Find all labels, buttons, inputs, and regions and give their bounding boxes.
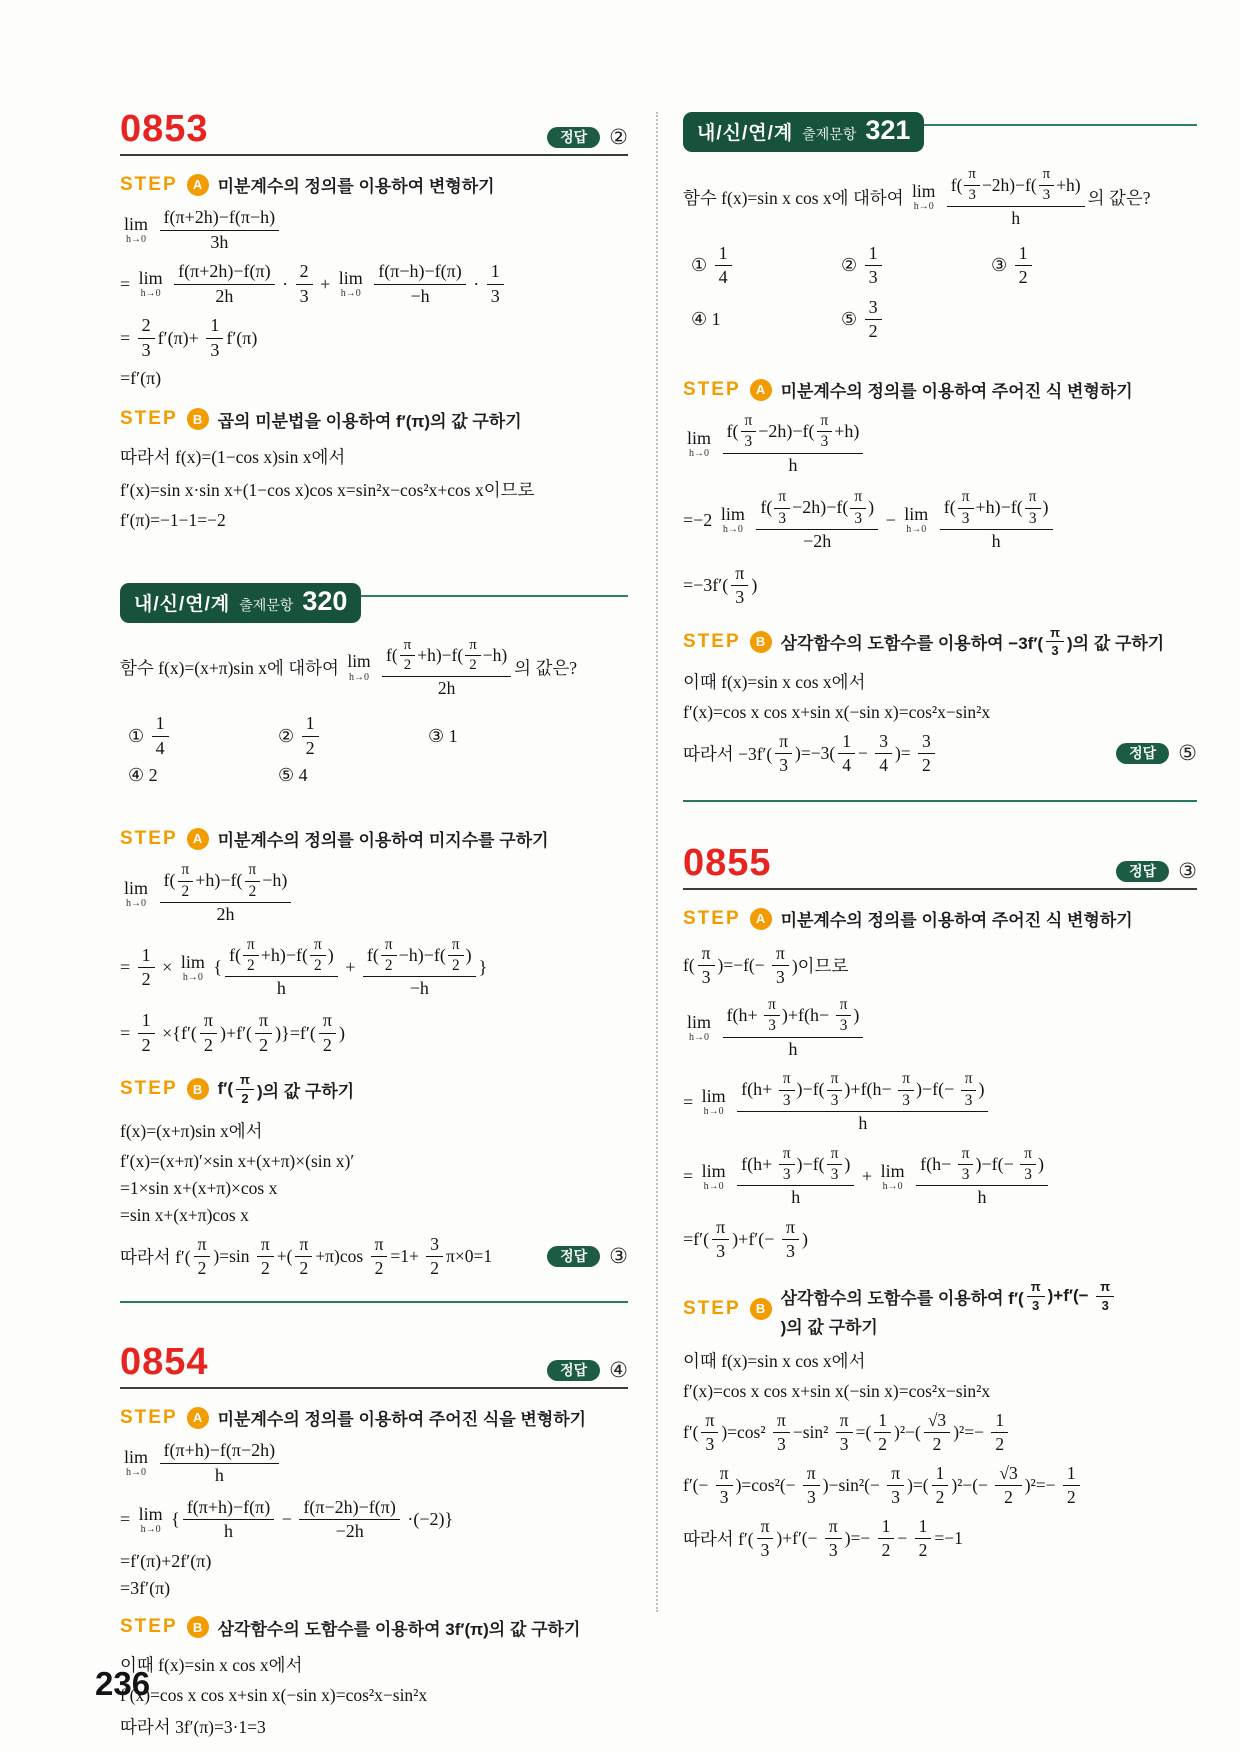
solution-line: 이때 f(x)=sin x cos x에서: [683, 672, 866, 692]
fraction: $\frac{\pi}{2}$: [255, 1010, 272, 1056]
fraction: $\frac{\pi}{3}$: [1046, 625, 1064, 659]
limit-operator: lim h→0: [912, 180, 936, 213]
fraction: $\frac{f(\pi+h)-f(\pi)}{h}$: [183, 1497, 274, 1543]
step-title: 미분계수의 정의를 이용하여 주어진 식 변형하기: [780, 382, 1133, 402]
problem-header: [683, 844, 1197, 890]
step-letter-badge: B: [187, 1078, 209, 1100]
step-letter-badge: B: [187, 408, 209, 430]
step-a-header: [120, 1405, 628, 1430]
choice-4: ④ 2: [128, 765, 158, 786]
linked-problem-header: [683, 112, 1197, 152]
step-label: STEP: [120, 173, 178, 195]
limit-operator: lim h→0: [338, 268, 363, 300]
step-label: STEP: [683, 630, 741, 652]
section-divider: [683, 800, 1197, 802]
fraction: $\frac{1}{2}$: [1063, 1463, 1080, 1508]
step-title: 삼각함수의 도함수를 이용하여 f′( $\frac{\pi}{3}$ )+f′(− $\frac{\pi}{3}$ )의 값 구하기: [781, 1279, 1197, 1338]
final-answer-row: [120, 1234, 628, 1279]
step-title: 삼각함수의 도함수를 이용하여 3f′(π)의 값 구하기: [217, 1619, 581, 1639]
choice-3: ③ 1: [428, 725, 458, 746]
solution-line: 이때 f(x)=sin x cos x에서: [120, 1654, 303, 1675]
fraction: $\frac{1}{4}$: [152, 713, 169, 759]
solution-line: f( $\frac{\pi}{3}$ )=−f(− $\frac{\pi}{3}$ )이므로: [683, 943, 849, 987]
fraction: $\frac{\pi}{3}$: [701, 1410, 718, 1455]
fraction: $\frac{f(\pi-h)-f(\pi)}{-h}$: [374, 261, 465, 307]
fraction: $\frac{\pi}{2}$: [465, 637, 481, 676]
fraction: $\frac{\pi}{3}$: [827, 1145, 843, 1185]
answer-badge: [547, 1246, 628, 1267]
fraction: $\frac{1}{3}$: [206, 315, 223, 361]
fraction: f( $\frac{\pi}{3}$ −2h)−f( $\frac{\pi}{3}$ +h) h: [723, 412, 864, 476]
answer-choice-number: ⑤: [1178, 741, 1197, 765]
linked-problem-header: [120, 583, 628, 623]
fraction: $\frac{\pi}{3}$: [779, 1070, 795, 1110]
limit-operator: lim h→0: [124, 877, 149, 909]
limit-operator: lim h→0: [904, 504, 929, 536]
equation: = lim h→0 { $\frac{f(\pi+h)-f(\pi)}{h}$ − $\frac{f(\pi-2h)-f(\pi)}{-2h}$ ·(−2)}: [120, 1496, 454, 1542]
choice-5: ⑤ 4: [278, 765, 308, 786]
header-rule: [924, 124, 1197, 126]
choice-3: ③ $\frac{1}{2}$: [991, 243, 1141, 289]
choice-1: ① $\frac{1}{4}$: [691, 243, 841, 289]
problem-header: [120, 110, 628, 156]
fraction: $\frac{3}{4}$: [875, 731, 892, 776]
fraction: $\frac{\pi}{3}$: [1027, 1279, 1045, 1313]
right-column: [683, 112, 1197, 1561]
solution-line: f′(x)=(x+π)′×sin x+(x+π)×(sin x)′: [120, 1151, 355, 1172]
fraction: $\frac{\pi}{3}$: [898, 1070, 914, 1110]
fraction: $\frac{\pi}{3}$: [825, 1516, 842, 1561]
fraction: $\frac{f(\pi-2h)-f(\pi)}{-2h}$: [299, 1497, 399, 1543]
fraction: $\frac{\pi}{2}$: [194, 1234, 211, 1279]
fraction: $\frac{f(\pi+2h)-f(\pi)}{2h}$: [174, 261, 274, 307]
fraction: $\frac{\pi}{3}$: [764, 996, 780, 1036]
step-label: STEP: [683, 907, 741, 929]
fraction: f( $\frac{\pi}{2}$ +h)−f( $\frac{\pi}{2}$ −h) 2h: [382, 637, 511, 700]
solution-line: f(x)=(x+π)sin x에서: [120, 1121, 263, 1142]
fraction: f(h+ $\frac{\pi}{3}$ )−f( $\frac{\pi}{3}$ ) h: [737, 1145, 854, 1209]
answer-choice-number: ③: [1178, 859, 1197, 883]
limit-operator: lim h→0: [138, 268, 163, 300]
solution-line: =1×sin x+(x+π)×cos x: [120, 1178, 278, 1199]
linked-problem-320-section: [120, 583, 628, 1280]
fraction: f(h+ $\frac{\pi}{3}$ )−f( $\frac{\pi}{3}$ )+f(h− $\frac{\pi}{3}$ )−f(− $\frac{\pi}{3}$ ) h: [737, 1070, 988, 1134]
answer-badge: [547, 1360, 628, 1381]
limit-operator: lim h→0: [701, 1160, 726, 1192]
answer-choice-number: ③: [609, 1244, 628, 1269]
step-label: STEP: [120, 1406, 178, 1428]
section-divider: [120, 1301, 628, 1303]
limit-operator: lim h→0: [124, 214, 149, 246]
fraction: $\frac{\pi}{2}$: [381, 936, 397, 976]
fraction: $\frac{\pi}{3}$: [887, 1463, 904, 1508]
fraction: $\frac{\pi}{3}$: [731, 563, 748, 609]
step-letter-badge: A: [750, 379, 772, 401]
fraction: $\frac{f(\pi+2h)-f(\pi-h)}{3h}$: [160, 207, 280, 253]
linked-problem-number: 321: [865, 115, 911, 145]
fraction: $\frac{\pi}{3}$: [961, 1070, 977, 1110]
fraction: f(h+ $\frac{\pi}{3}$ )+f(h− $\frac{\pi}{3}$ ) h: [723, 996, 864, 1060]
equation: = lim h→0 $\frac{f(\pi+2h)-f(\pi)}{2h}$ · $\frac{2}{3}$ + lim h→0 $\frac{f(\pi-h)-f(\pi)}{-h}$ · $\frac{1}{3}$: [120, 261, 628, 307]
equation: [683, 412, 1197, 476]
equation: = lim h→0 f(h+ $\frac{\pi}{3}$ )−f( $\frac{\pi}{3}$ )+f(h− $\frac{\pi}{3}$ )−f(− $\frac{\pi}{3}$ ) h: [683, 1070, 1197, 1134]
answer-badge: [547, 127, 628, 148]
solution-line: f′(x)=cos x cos x+sin x(−sin x)=cos²x−sin²x: [683, 1381, 991, 1402]
answer-badge-label: 정답: [547, 1246, 600, 1267]
solution-line: f′( $\frac{\pi}{3}$ )=cos² $\frac{\pi}{3}$ −sin² $\frac{\pi}{3}$ =( $\frac{1}{2}$ )²−( $\frac{√3}{2}$ )²=− $\frac{1}{2}$: [683, 1410, 1197, 1455]
limit-operator: lim h→0: [701, 1086, 726, 1118]
linked-problem-number: 320: [302, 585, 348, 616]
fraction: $\frac{1}{4}$: [838, 731, 855, 776]
limit-operator: lim h→0: [347, 651, 371, 683]
choices-row: [683, 297, 1197, 343]
step-label: STEP: [120, 1078, 178, 1100]
step-title: 미분계수의 정의를 이용하여 주어진 식을 변형하기: [217, 1410, 587, 1430]
fraction: $\frac{1}{2}$: [874, 1410, 891, 1455]
solution-line: =sin x+(x+π)cos x: [120, 1205, 249, 1226]
fraction: f( $\frac{\pi}{3}$ +h)−f( $\frac{\pi}{3}$ ) h: [940, 488, 1053, 552]
fraction: $\frac{1}{2}$: [138, 1010, 155, 1056]
solution-line: f′(x)=cos x cos x+sin x(−sin x)=cos²x−sin²x: [683, 702, 991, 722]
limit-operator: lim h→0: [687, 428, 712, 460]
fraction: $\frac{1}{3}$: [865, 243, 882, 289]
fraction: $\frac{\pi}{3}$: [836, 996, 852, 1036]
solution-line: f′(x)=sin x·sin x+(1−cos x)cos x=sin²x−cos²x+cos x이므로: [120, 479, 535, 500]
equation: [683, 996, 1197, 1060]
equation: [120, 1440, 628, 1486]
step-b-header: [120, 1615, 628, 1640]
fraction: $\frac{√3}{2}$: [924, 1410, 950, 1455]
step-label: STEP: [120, 1616, 178, 1638]
fraction: $\frac{1}{3}$: [487, 261, 504, 307]
step-letter-badge: A: [187, 174, 209, 196]
step-label: STEP: [120, 408, 178, 430]
equation: =−2 lim h→0 f( $\frac{\pi}{3}$ −2h)−f( $\frac{\pi}{3}$ ) −2h − lim h→0 f( $\frac{\pi}{3}$ +h)−f( $\frac{\pi}{3}$ ) h: [683, 488, 1197, 552]
fraction: $\frac{1}{2}$: [932, 1463, 949, 1508]
solution-line: 따라서 f′( $\frac{\pi}{2}$ )=sin $\frac{\pi}{2}$ +( $\frac{\pi}{2}$ +π)cos $\frac{\pi}{2}$ =1+ $\frac{3}{2}$ π×0=1: [120, 1234, 493, 1279]
solution-line: 따라서 f′( $\frac{\pi}{3}$ )+f′(− $\frac{\pi}{3}$ )=− $\frac{1}{2}$ − $\frac{1}{2}$ =−1: [683, 1516, 963, 1561]
fraction: $\frac{1}{2}$: [302, 713, 319, 759]
fraction: f( $\frac{\pi}{3}$ −2h)−f( $\frac{\pi}{3}$ ) −2h: [756, 488, 878, 552]
fraction: $\frac{3}{2}$: [865, 297, 882, 343]
fraction: $\frac{1}{2}$: [915, 1516, 932, 1561]
solution-line: f′(π)=−1−1=−2: [120, 509, 226, 530]
fraction: $\frac{\pi}{3}$: [716, 1463, 733, 1508]
header-rule: [361, 595, 628, 597]
equation: =3f′(π): [120, 1577, 171, 1598]
choices-row: [683, 243, 1197, 289]
fraction: $\frac{\pi}{3}$: [782, 1217, 799, 1263]
fraction: $\frac{\pi}{2}$: [245, 861, 261, 901]
fraction: $\frac{\pi}{3}$: [775, 731, 792, 776]
fraction: $\frac{\pi}{2}$: [310, 936, 326, 976]
step-letter-badge: B: [750, 1298, 772, 1320]
step-title: 삼각함수의 도함수를 이용하여 −3f′( $\frac{\pi}{3}$ )의 값 구하기: [780, 624, 1165, 659]
step-label: STEP: [683, 378, 741, 400]
fraction: f( $\frac{\pi}{2}$ +h)−f( $\frac{\pi}{2}$ ) h: [225, 936, 338, 1000]
problem-0855-section: [683, 844, 1197, 1561]
solution-line: 따라서 f(x)=(1−cos x)sin x에서: [120, 446, 346, 467]
step-letter-badge: B: [750, 631, 772, 653]
fraction: f(h− $\frac{\pi}{3}$ )−f(− $\frac{\pi}{3}$ ) h: [916, 1145, 1048, 1209]
fraction: $\frac{\pi}{3}$: [1039, 166, 1055, 205]
problem-statement: 함수 f(x)=(x+π)sin x에 대하여 lim h→0 f( $\frac{\pi}{2}$ +h)−f( $\frac{\pi}{2}$ −h) 2h 의 값은?: [120, 636, 578, 699]
problem-number: 0853: [120, 108, 209, 150]
page-number: 236: [95, 1665, 151, 1702]
fraction: $\frac{\pi}{3}$: [1025, 488, 1041, 528]
fraction: $\frac{\pi}{3}$: [712, 1217, 729, 1263]
answer-badge: [1116, 861, 1197, 882]
fraction: $\frac{\pi}{2}$: [257, 1234, 274, 1279]
answer-badge-label: 정답: [547, 1360, 600, 1381]
fraction: $\frac{\pi}{2}$: [371, 1234, 388, 1279]
equation: [120, 207, 628, 253]
answer-choice-number: ④: [609, 1358, 628, 1383]
linked-problem-tag-box: [683, 112, 924, 152]
step-letter-badge: A: [187, 828, 209, 850]
fraction: $\frac{1}{2}$: [1015, 243, 1032, 289]
limit-operator: lim h→0: [687, 1012, 712, 1044]
fraction: f( $\frac{\pi}{2}$ −h)−f( $\frac{\pi}{2}$ ) −h: [363, 936, 476, 1000]
linked-problem-tag-box: [120, 583, 361, 623]
fraction: $\frac{\pi}{2}$: [319, 1010, 336, 1056]
linked-tag-sublabel: 출제문항: [802, 126, 857, 142]
fraction: $\frac{1}{2}$: [991, 1410, 1008, 1455]
fraction: $\frac{\pi}{3}$: [836, 1410, 853, 1455]
step-b-header: [683, 1279, 1197, 1338]
step-b-header: [120, 407, 628, 432]
choices-row: [120, 765, 628, 786]
final-answer-row: [683, 731, 1197, 776]
fraction: $\frac{\pi}{2}$: [243, 936, 259, 976]
linked-tag-sublabel: 출제문항: [239, 596, 294, 613]
step-letter-badge: B: [187, 1616, 209, 1638]
equation: =f′(π)+2f′(π): [120, 1550, 212, 1571]
fraction: $\frac{\pi}{3}$: [817, 412, 833, 452]
limit-operator: lim h→0: [180, 951, 205, 983]
answer-badge-label: 정답: [547, 127, 600, 148]
left-column: [120, 110, 628, 1739]
equation: = $\frac{1}{2}$ × lim h→0 { f( $\frac{\pi}{2}$ +h)−f( $\frac{\pi}{2}$ ) h + f( $\frac{\pi}{2}$ −h)−f( $\frac{\pi}{2}$ ) −h }: [120, 935, 488, 999]
problem-header: [120, 1343, 628, 1389]
step-title: 미분계수의 정의를 이용하여 변형하기: [217, 177, 495, 196]
fraction: $\frac{\pi}{3}$: [803, 1463, 820, 1508]
linked-problem-321-section: [683, 112, 1197, 776]
linked-tag-label: 내/신/연/계: [134, 593, 231, 615]
step-a-header: [120, 172, 628, 197]
equation: =−3f′( $\frac{\pi}{3}$ ): [683, 562, 758, 608]
limit-operator: lim h→0: [720, 504, 745, 536]
step-a-header: [683, 377, 1197, 402]
step-b-header: [683, 625, 1197, 659]
fraction: $\frac{f(\pi+h)-f(\pi-2h)}{h}$: [160, 1440, 280, 1486]
choice-1: ① $\frac{1}{4}$: [128, 713, 278, 759]
fraction: $\frac{\pi}{2}$: [448, 936, 464, 976]
equation: = lim h→0 f(h+ $\frac{\pi}{3}$ )−f( $\frac{\pi}{3}$ ) h + lim h→0 f(h− $\frac{\pi}{3}$ )−f(− $\frac{\pi}{3}$ ) h: [683, 1145, 1197, 1209]
fraction: $\frac{2}{3}$: [296, 261, 313, 307]
step-a-header: [120, 826, 628, 851]
fraction: $\frac{3}{2}$: [426, 1234, 443, 1279]
linked-tag-label: 내/신/연/계: [697, 123, 794, 144]
fraction: $\frac{3}{2}$: [918, 731, 935, 776]
fraction: $\frac{1}{4}$: [715, 243, 732, 289]
equation: [120, 861, 628, 925]
fraction: $\frac{\pi}{3}$: [779, 1145, 795, 1185]
solution-line: 따라서 −3f′( $\frac{\pi}{3}$ )=−3( $\frac{1}{4}$ − $\frac{3}{4}$ )= $\frac{3}{2}$: [683, 731, 938, 776]
solution-line: f′(x)=cos x cos x+sin x(−sin x)=cos²x−sin²x: [120, 1684, 428, 1705]
fraction: $\frac{\pi}{2}$: [295, 1234, 312, 1279]
column-divider: [656, 112, 658, 1612]
fraction: $\frac{\pi}{2}$: [236, 1072, 254, 1106]
step-letter-badge: A: [187, 1407, 209, 1429]
choice-4: ④ 1: [691, 309, 721, 330]
problem-statement: 함수 f(x)=sin x cos x에 대하여 lim h→0 f( $\frac{\pi}{3}$ −2h)−f( $\frac{\pi}{3}$ +h) h 의 값은?: [683, 166, 1151, 228]
fraction: $\frac{\pi}{2}$: [400, 637, 416, 676]
fraction: $\frac{\pi}{3}$: [958, 488, 974, 528]
answer-badge: [1116, 743, 1197, 764]
solution-line: 따라서 3f′(π)=3·1=3: [120, 1716, 266, 1737]
fraction: $\frac{\pi}{3}$: [757, 1516, 774, 1561]
equation: = $\frac{1}{2}$ ×{f′( $\frac{\pi}{2}$ )+f′( $\frac{\pi}{2}$ )}=f′( $\frac{\pi}{2}$ ): [120, 1010, 345, 1055]
fraction: $\frac{2}{3}$: [138, 315, 155, 361]
step-title: 미분계수의 정의를 이용하여 주어진 식 변형하기: [780, 911, 1133, 930]
problem-0854-section: [120, 1343, 628, 1738]
choice-5: ⑤ $\frac{3}{2}$: [841, 297, 991, 343]
fraction: $\frac{√3}{2}$: [995, 1463, 1021, 1508]
choice-2: ② $\frac{1}{2}$: [278, 713, 428, 759]
step-title: f′( $\frac{\pi}{2}$ )의 값 구하기: [217, 1072, 355, 1106]
fraction: $\frac{\pi}{3}$: [773, 1410, 790, 1455]
fraction: $\frac{\pi}{3}$: [1096, 1279, 1114, 1313]
step-letter-badge: A: [750, 908, 772, 930]
step-b-header: [120, 1072, 628, 1106]
fraction: $\frac{\pi}{2}$: [200, 1010, 217, 1056]
choice-2: ② $\frac{1}{3}$: [841, 243, 991, 289]
fraction: f( $\frac{\pi}{3}$ −2h)−f( $\frac{\pi}{3}$ +h) h: [947, 166, 1085, 229]
problem-number: 0854: [120, 1341, 209, 1384]
step-title: 미분계수의 정의를 이용하여 미지수를 구하기: [217, 831, 549, 851]
fraction: $\frac{\pi}{3}$: [741, 412, 757, 452]
step-a-header: [683, 906, 1197, 931]
step-label: STEP: [120, 827, 178, 849]
answer-badge-label: 정답: [1116, 861, 1169, 882]
fraction: $\frac{\pi}{3}$: [698, 943, 715, 988]
fraction: f( $\frac{\pi}{2}$ +h)−f( $\frac{\pi}{2}$ −h) 2h: [160, 861, 292, 925]
answer-choice-number: ②: [609, 125, 628, 149]
limit-operator: lim h→0: [880, 1160, 905, 1192]
answer-badge-label: 정답: [1116, 743, 1169, 764]
fraction: $\frac{1}{2}$: [878, 1516, 895, 1561]
equation: =f′( $\frac{\pi}{3}$ )+f′(− $\frac{\pi}{3}$ ): [683, 1216, 808, 1262]
fraction: $\frac{\pi}{3}$: [827, 1070, 843, 1110]
limit-operator: lim h→0: [138, 1503, 163, 1535]
solution-line: f′(− $\frac{\pi}{3}$ )=cos²(− $\frac{\pi}{3}$ )−sin²(− $\frac{\pi}{3}$ )=( $\frac{1}{2}$ )²−(− $\frac{√3}{2}$ )²=− $\frac{1}{2}$: [683, 1463, 1197, 1508]
step-label: STEP: [683, 1297, 741, 1319]
fraction: $\frac{1}{2}$: [138, 945, 155, 991]
limit-operator: lim h→0: [124, 1447, 149, 1479]
problem-0853-section: [120, 110, 628, 531]
fraction: $\frac{\pi}{3}$: [774, 488, 790, 528]
fraction: $\frac{\pi}{3}$: [964, 166, 980, 205]
fraction: $\frac{\pi}{3}$: [772, 943, 789, 988]
problem-number: 0855: [683, 842, 772, 884]
fraction: $\frac{\pi}{2}$: [178, 861, 194, 901]
step-title: 곱의 미분법을 이용하여 f′(π)의 값 구하기: [217, 411, 522, 431]
solution-line: 이때 f(x)=sin x cos x에서: [683, 1351, 866, 1372]
choices-row: [120, 713, 628, 759]
fraction: $\frac{\pi}{3}$: [958, 1145, 974, 1185]
equation: =f′(π): [120, 367, 162, 388]
equation: = $\frac{2}{3}$ f′(π)+ $\frac{1}{3}$ f′(π): [120, 315, 258, 360]
fraction: $\frac{\pi}{3}$: [850, 488, 866, 528]
fraction: $\frac{\pi}{3}$: [1020, 1145, 1036, 1185]
